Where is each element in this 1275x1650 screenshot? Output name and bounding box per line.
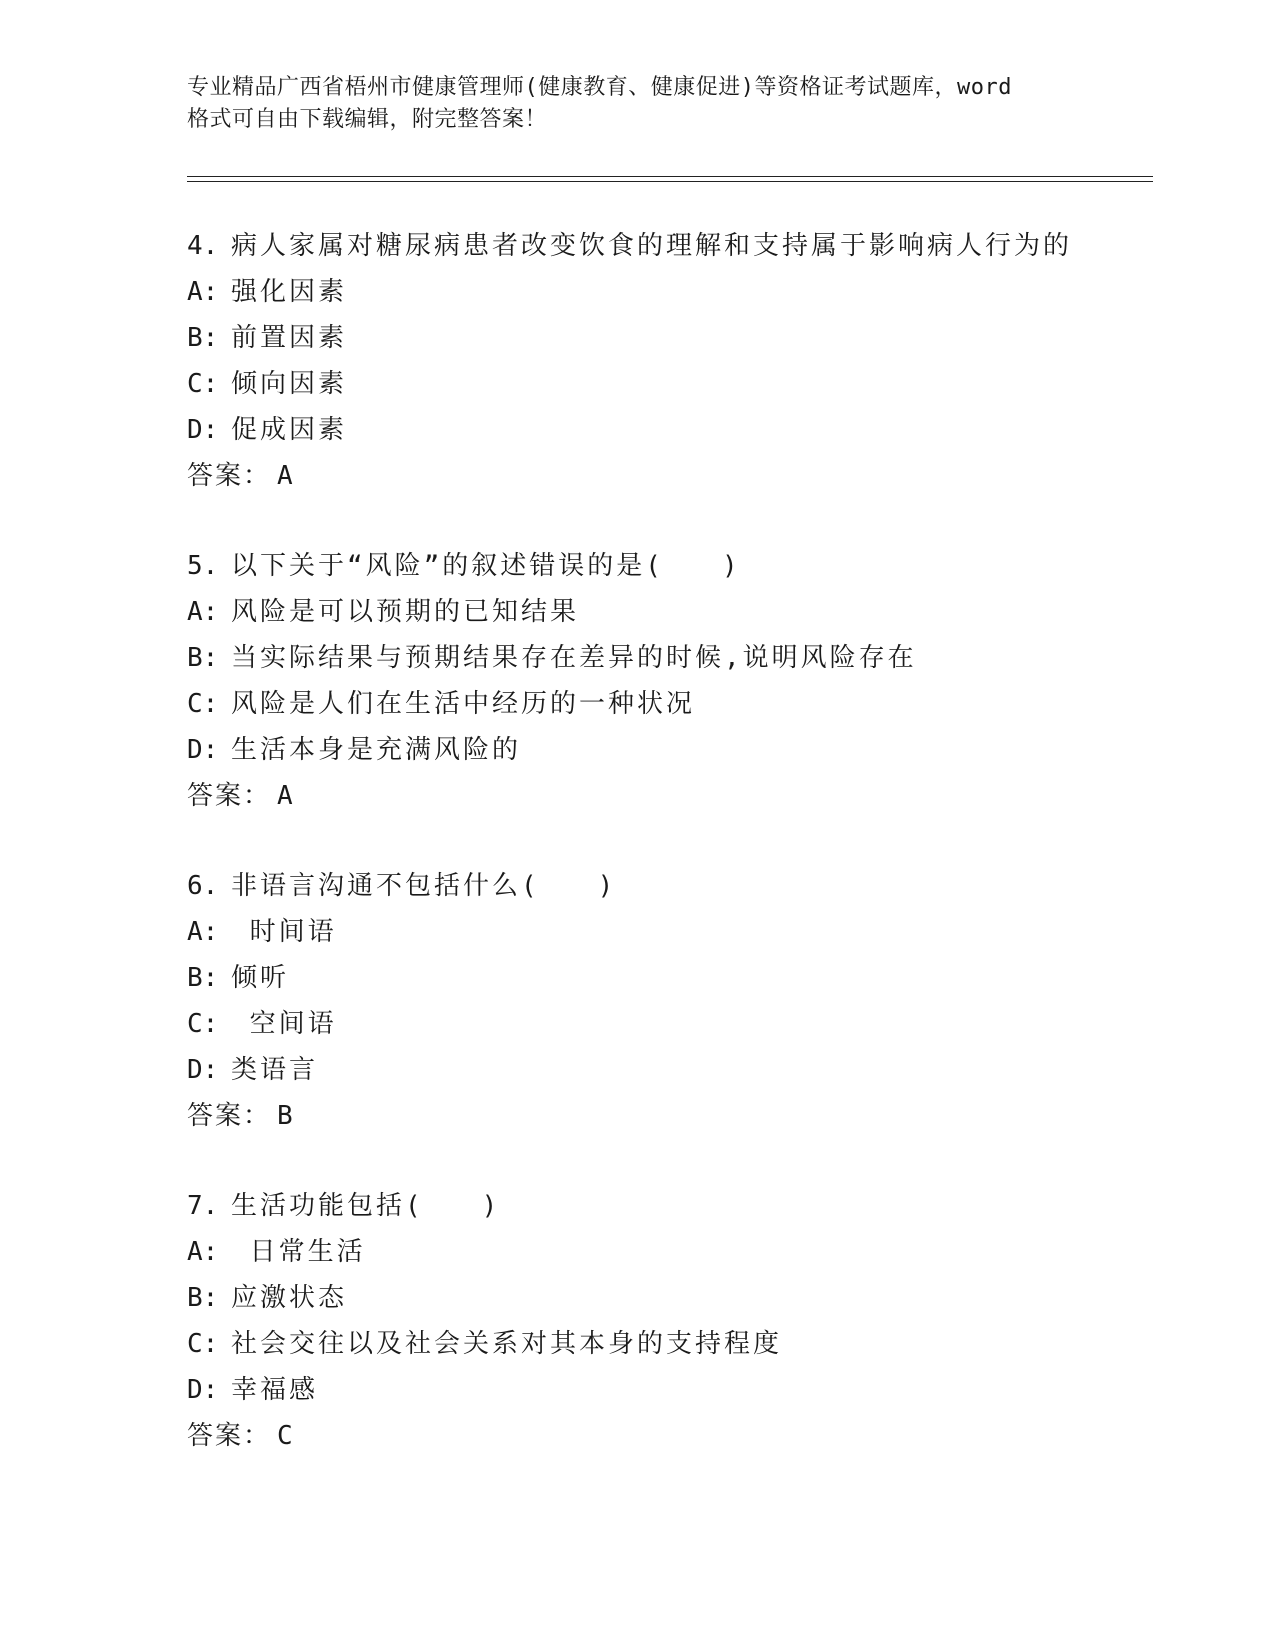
option-text: 生活本身是充满风险的	[231, 735, 522, 765]
answer-line	[187, 773, 1147, 819]
question-7	[187, 1183, 1147, 1459]
option-d	[187, 1367, 1147, 1413]
question-text: 病人家属对糖尿病患者改变饮食的理解和支持属于影响病人行为的	[231, 231, 1073, 261]
answer-line	[187, 453, 1147, 499]
question-number: 5.	[187, 551, 219, 581]
option-text: 当实际结果与预期结果存在差异的时候,说明风险存在	[231, 643, 917, 673]
answer-value: A	[277, 461, 294, 491]
option-text: 促成因素	[231, 415, 348, 445]
question-number: 7.	[187, 1191, 219, 1221]
option-b	[187, 955, 1147, 1001]
question-text: 以下关于“风险”的叙述错误的是( )	[231, 551, 741, 581]
option-text: 应激状态	[231, 1283, 348, 1313]
option-key: A:	[187, 917, 219, 947]
option-key: B:	[187, 1283, 219, 1313]
question-stem	[187, 223, 1147, 269]
option-a	[187, 1229, 1147, 1275]
option-key: C:	[187, 1329, 219, 1359]
option-key: A:	[187, 277, 219, 307]
option-a	[187, 909, 1147, 955]
option-text: 风险是人们在生活中经历的一种状况	[231, 689, 696, 719]
question-4	[187, 223, 1147, 499]
header-divider-bottom	[187, 181, 1153, 182]
header-line-1: 专业精品广西省梧州市健康管理师(健康教育、健康促进)等资格证考试题库，word	[187, 75, 1012, 100]
option-text: 时间语	[231, 917, 337, 947]
option-key: D:	[187, 415, 219, 445]
option-text: 社会交往以及社会关系对其本身的支持程度	[231, 1329, 783, 1359]
option-text: 类语言	[231, 1055, 319, 1085]
question-text: 生活功能包括( )	[231, 1191, 501, 1221]
question-stem	[187, 543, 1147, 589]
question-stem	[187, 863, 1147, 909]
answer-label: 答案：	[187, 461, 272, 491]
option-text: 倾向因素	[231, 369, 348, 399]
option-c	[187, 681, 1147, 727]
option-key: D:	[187, 1375, 219, 1405]
option-c	[187, 1321, 1147, 1367]
option-key: A:	[187, 597, 219, 627]
answer-line	[187, 1413, 1147, 1459]
option-text: 空间语	[231, 1009, 337, 1039]
option-c	[187, 1001, 1147, 1047]
answer-value: B	[277, 1101, 294, 1131]
option-d	[187, 407, 1147, 453]
answer-line	[187, 1093, 1147, 1139]
answer-value: A	[277, 781, 294, 811]
question-stem	[187, 1183, 1147, 1229]
option-key: D:	[187, 735, 219, 765]
option-text: 风险是可以预期的已知结果	[231, 597, 580, 627]
question-6	[187, 863, 1147, 1139]
option-key: B:	[187, 323, 219, 353]
answer-label: 答案：	[187, 1421, 272, 1451]
option-key: B:	[187, 963, 219, 993]
option-key: A:	[187, 1237, 219, 1267]
header-divider-top	[187, 176, 1153, 177]
question-5	[187, 543, 1147, 819]
option-b	[187, 635, 1147, 681]
answer-label: 答案：	[187, 781, 272, 811]
option-d	[187, 1047, 1147, 1093]
option-text: 倾听	[231, 963, 290, 993]
option-text: 日常生活	[231, 1237, 366, 1267]
option-key: C:	[187, 369, 219, 399]
option-key: D:	[187, 1055, 219, 1085]
option-text: 前置因素	[231, 323, 348, 353]
header-line-2: 格式可自由下载编辑，附完整答案！	[187, 107, 548, 132]
answer-label: 答案：	[187, 1101, 272, 1131]
question-number: 4.	[187, 231, 219, 261]
option-key: C:	[187, 689, 219, 719]
option-text: 强化因素	[231, 277, 348, 307]
document-header	[187, 72, 1087, 136]
question-number: 6.	[187, 871, 219, 901]
option-d	[187, 727, 1147, 773]
option-text: 幸福感	[231, 1375, 319, 1405]
answer-value: C	[277, 1421, 294, 1451]
option-c	[187, 361, 1147, 407]
option-key: B:	[187, 643, 219, 673]
option-b	[187, 315, 1147, 361]
option-a	[187, 589, 1147, 635]
option-a	[187, 269, 1147, 315]
question-text: 非语言沟通不包括什么( )	[231, 871, 617, 901]
option-b	[187, 1275, 1147, 1321]
option-key: C:	[187, 1009, 219, 1039]
